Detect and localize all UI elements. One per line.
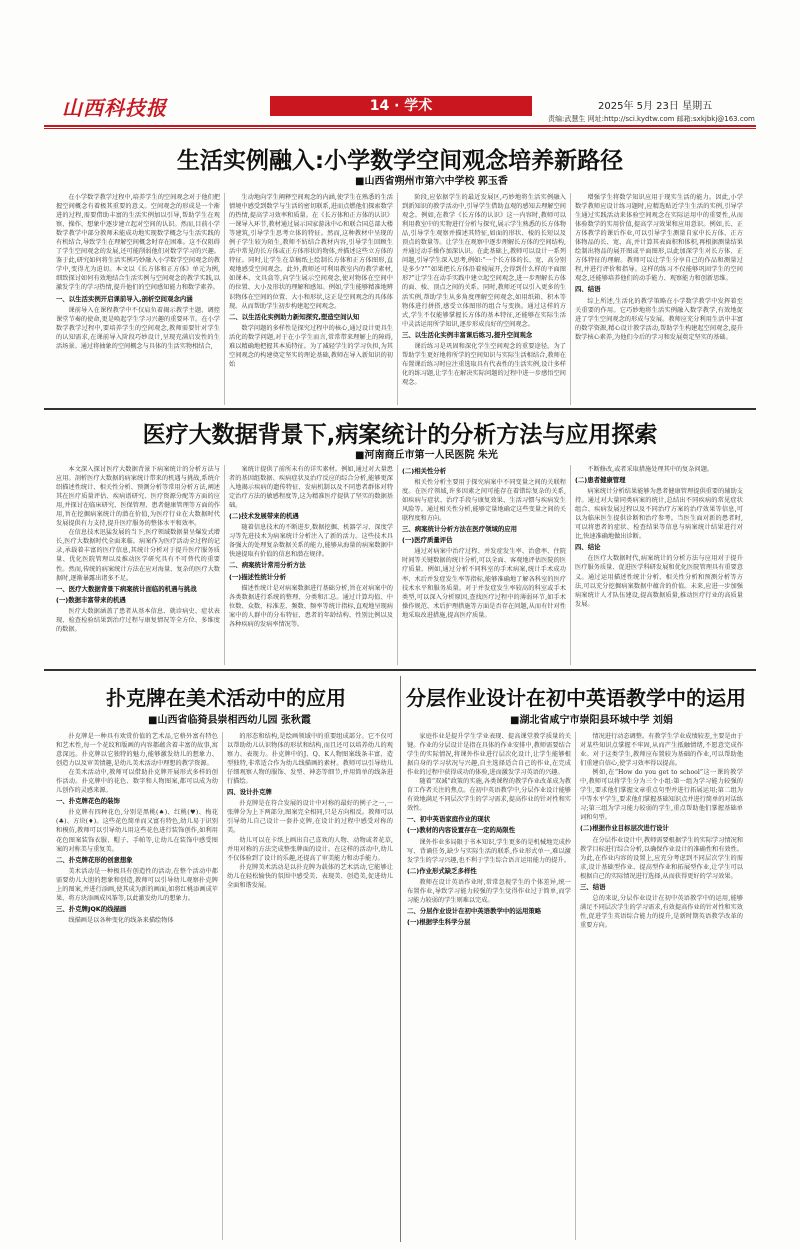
section-heading: (二)技术发展带来的机遇 — [229, 512, 299, 521]
article-1-byline: ■山西省朔州市第六中学校 郭玉香 — [355, 176, 508, 187]
column-divider — [397, 465, 398, 665]
section-divider — [44, 669, 756, 671]
body-paragraph: 医疗大数据涵盖了患者从基本信息、就诊病史、症状表现、检查检验结果到治疗过程与康复情况等全方位、多维度的数据。 — [56, 607, 220, 633]
column-divider — [397, 193, 398, 405]
body-paragraph: 本文深入探讨医疗大数据背景下病案统计的分析方法与应用。剖析医疗大数据的病案统计带来的机遇与挑战,系统介绍描述性统计、相关性分析、预测分析等常用分析方法,阐述其在医疗质量评估、疾病谱研究、医疗资源分配等方面的应用,并探讨在临床研究、医保管理、患者健康管理等方面的作用,旨在挖掘病案统计的潜在价值,为医疗行业在大数据时代发展提供有力支持,提升医疗服务的整体水平和效率。 — [56, 466, 220, 528]
article-2-column-2 — [229, 465, 393, 665]
body-paragraph: 随着信息技术的不断进步,数据挖掘、机器学习、深度学习等先进技术为病案统计分析注入了新的活力。这些技术具备强大的处理复杂数据关系的能力,能够从海量的病案数据中快速提取有价值的信息和潜在规律。 — [229, 524, 393, 559]
section-heading: 一、初中英语家庭作业的现状 — [407, 815, 491, 824]
issue-date: 2025年 5月 23日 星期五 — [598, 101, 713, 112]
body-paragraph: 在小学数学教学过程中,培养学生的空间观念对于他们把握空间概念有着极其重要的意义。空间观念的形成是一个渐进的过程,需要借助丰富的生活实例加以引导,帮助学生在观察、操作、想象中逐步建立起对空间的认识。然而,目前小学数学教学中部分教师未能成功地实现数学概念与生活实践的有机结合,导致学生在理解空间概念时存在困难。这不仅阻碍了学生空间观念的发展,还可能削弱他们对数学学习的兴趣。鉴于此,研究如何将生活实例巧妙融入小学数学空间观念的教学中,变得尤为迫切。本文以《长方体和正方体》单元为例,细致探讨如何有效地结合生活实例与空间观念的教学实践,以激发学生的学习热情,提升他们的空间感知能力和数学素养。 — [56, 194, 220, 292]
body-paragraph: 在分层作业设计中,教师需要根据学生的实际学习情况和教学目标进行综合分析,以确保作业设计的准确性和有效性。为此,在作业内容的设置上,应充分考虑到不同层次学生的需求,设计基础型作业、提高型作业和拓展型作业,让学生可以根据自己的实际情况进行选择,从而获得更好的学习效果。 — [580, 836, 743, 880]
article-2-byline: ■河南商丘市第一人民医院 朱光 — [355, 450, 498, 461]
body-paragraph: 扑克牌美术活动是以扑克牌为载体的艺术活动,它能够让幼儿在轻松愉快的氛围中感受美、表现美、创造美,促进幼儿全面和谐发展。 — [227, 863, 393, 889]
article-1-column-4 — [575, 193, 743, 405]
article-4-column-1 — [407, 732, 571, 1240]
body-paragraph: 总的来说,分层作业设计在初中英语教学中的运用,能够满足不同层次学生的学习需求,有效提高作业的针对性和实效性,促进学生英语综合能力的提升,是新时期英语教学改革的重要方向。 — [580, 894, 743, 929]
section-heading: 二、以生活化实例助力新知探究,塑造空间认知 — [229, 312, 360, 321]
body-paragraph: 教师在设计英语作业时,常常忽视学生的个体差异,统一布置作业,导致学习能力较强的学生觉得作业过于简单,而学习能力较弱的学生则难以完成。 — [407, 878, 571, 904]
article-4-column-2 — [580, 732, 743, 1240]
section-heading: 四、设计扑克牌 — [227, 788, 272, 797]
body-paragraph: 阶段,应依据学生的最近发展区,巧妙地将生活实例融入到新知识的教学活动中,引导学生借助直观的感知去理解空间观念。例如,在教学《长方体的认识》这一内容时,教师可以利用教室中的实物进行分析与探究,展示学生熟悉的长方体物品,引导学生观察并描述其特征,如面的形状、棱的长短以及顶点的数量等。让学生在观察中逐步理解长方体的空间结构,并通过动手操作加深认识。在此基础上,教师可以设计一系列问题,引导学生深入思考,例如:“一个长方体的长、宽、高分别是多少?”“如果把长方体沿着棱展开,会得到什么样的平面图形?”让学生在动手实践中建立起空间观念,进一步理解长方体的面、棱、顶点之间的关系。同时,教师还可以引入更多的生活实例,帮助学生从多角度理解空间观念,如用纸箱、积木等物体进行拼搭,感受立体图形的组合与变换。通过这样的方式,学生不仅能够掌握长方体的基本特征,还能够在实际生活中灵活运用所学知识,逐步形成良好的空间观念。 — [402, 194, 566, 328]
body-paragraph: 综上所述,生活化的教学策略在小学数学教学中发挥着至关重要的作用。它巧妙地将生活实例融入数学教学,有效地促进了学生空间观念的形成与发展。教师应充分利用生活中丰富的数学资源,精心设计教学活动,帮助学生构建起空间观念,提升数学核心素养,为他们今后的学习和发展奠定坚实的基础。 — [575, 297, 743, 341]
article-3-byline: ■山西省临猗县崇相西幼儿园 张秋霞 — [148, 715, 311, 726]
body-paragraph: 例如,在“How do you get to school”这一课的教学中,教师可以将学生分为三个小组:第一组为学习能力较强的学生,要求他们掌握文章重点句型并进行拓展运用;第二组为中等水平学生,要求他们掌握基础知识点并进行简单的对话练习;第三组为学习能力较弱的学生,重点帮助他们掌握基础单词和句型。 — [580, 769, 743, 822]
section-heading: (二)患者健康管理 — [575, 476, 626, 485]
section-heading: 三、以生活化实例丰富课后练习,提升空间观念 — [402, 330, 533, 339]
section-heading: 四、结论 — [575, 543, 601, 552]
newspaper-logo: 山西科技报 — [62, 96, 167, 120]
body-paragraph: 扑克牌有四种花色,分别是黑桃(♠)、红桃(♥)、梅花(♣)、方块(♦)。这些花色简单而又富有特色,幼儿易于识别和模仿,教师可以引导幼儿用这些花色进行装饰创作,如利用花色图案装饰衣服、帽子、手帕等,让幼儿在装饰中感受图案的对称美与重复美。 — [56, 809, 218, 853]
column-divider — [570, 465, 571, 665]
article-2-column-3 — [402, 465, 566, 665]
body-paragraph: 案统计提供了前所未有的详实素材。例如,通过对大量患者的基因组数据、疾病症状及治疗反应的综合分析,能够更深入地揭示疾病的遗传特征、发病机制以及不同患者群体对特定治疗方法的敏感程度等,这为精准医疗提供了坚实的数据基础。 — [229, 466, 393, 510]
body-paragraph: 随着“双减”政策的实施,各类课程的教学作业改革成为教育工作者关注的焦点。在初中英语教学中,分层作业设计能够有效地满足不同层次学生的学习需求,提高作业的针对性和实效性。 — [407, 778, 571, 813]
page-section-label: 14 · 学术 — [369, 98, 433, 114]
column-divider — [575, 732, 576, 1240]
body-paragraph: 在信息技术迅猛发展的当下,医疗领域数据量呈爆发式增长,医疗大数据时代全面来临。病案作为医疗活动全过程的记录,承载着丰富的医疗信息,其统计分析对于提升医疗服务质量、优化医院管理以及推动医学研究具有不可替代的重要性。然而,传统的病案统计方法在应对海量、复杂的医疗大数据时,逐渐暴露出诸多不足。 — [56, 529, 220, 582]
section-heading: 一、扑克牌花色的装饰 — [56, 797, 120, 806]
section-heading: (一)医疗质量评估 — [402, 536, 453, 545]
body-paragraph: 的形态和结构,是绘画领域中的重要组成部分。它不仅可以帮助幼儿认识物体的形状和结构,而且还可以培养幼儿的观察力、表现力。扑克牌中的J、Q、K人物图案线条丰富、造型独特,非常适合作为幼儿线描画的素材。教师可以引导幼儿仔细观察人物的服饰、发型、神态等细节,并用简单的线条进行描绘。 — [227, 733, 393, 786]
section-heading: (一)根据学生科学分层 — [407, 917, 471, 926]
column-divider — [224, 465, 225, 665]
body-paragraph: 通过对病案中治疗过程、并发症发生率、治愈率、住院时间等关键数据的统计分析,可以全面、客观地评估医院的医疗质量。例如,通过分析不同科室的手术病案,统计手术成功率、术后并发症发生率等指标,能够准确地了解各科室的医疗技术水平和服务质量。对于并发症发生率较高的科室或手术类型,可以深入分析原因,查找医疗过程中的薄弱环节,如手术操作规范、术后护理措施等方面是否存在问题,从而有针对性地采取改进措施,提高医疗质量。 — [402, 548, 566, 619]
section-heading: 一、医疗大数据背景下病案统计面临的机遇与挑战 — [56, 584, 197, 593]
section-heading: (一)数据丰富带来的机遇 — [56, 595, 126, 604]
body-paragraph: 家庭作业是提升学生学业表现、提高课堂教学质量的关键。作业的分层设计是指在具体的作业安排中,教师需要结合学生的实际情况,将课外作业进行层次化设计,让学生能够根据自身的学习状况与兴趣,自主选择适合自己的作业,在完成作业的过程中获得成功的体验,进而激发学习英语的兴趣。 — [407, 733, 571, 777]
column-divider — [570, 193, 571, 405]
section-heading: 二、病案统计常用分析方法 — [229, 561, 306, 570]
section-heading: (二)根据作业目标层次进行设计 — [580, 824, 669, 833]
column-divider — [222, 732, 223, 1240]
article-3-title: 扑克牌在美术活动中的应用 — [106, 686, 346, 710]
page-section-banner — [270, 96, 532, 116]
body-paragraph: 在医疗大数据时代,病案统计的分析方法与应用对于提升医疗服务质量、促进医学科研发展和优化医院管理具有重要意义。通过运用描述性统计分析、相关性分析和预测分析等方法,可以充分挖掘病案数据中蕴含的价值。未来,应进一步加强病案统计人才队伍建设,提高数据质量,推动医疗行业的高质量发展。 — [575, 555, 743, 608]
article-separator — [400, 676, 401, 1242]
body-paragraph: 扑克牌是在符合发展的设计中对称的最好的例子之一,一张牌分为上下两部分,图案完全相同,只是方向相反。教师可以引导幼儿自己设计一套扑克牌,在设计的过程中感受对称的美。 — [227, 800, 393, 835]
column-divider — [224, 193, 225, 405]
body-paragraph: 在美术活动中,教师可以借助扑克牌开展形式多样的创作活动。扑克牌中的花色、数字和人物图案,都可以成为幼儿创作的灵感来源。 — [56, 769, 218, 795]
body-paragraph: 线描画是以各种变化的线条来描绘物体 — [68, 916, 174, 924]
section-heading: 四、结语 — [575, 285, 601, 294]
section-heading: (一)教材的内容设置存在一定的局限性 — [407, 826, 516, 835]
section-heading: 一、以生活实例开启课前导入,剖析空间观念内涵 — [56, 294, 193, 303]
body-paragraph: 幼儿可以在卡纸上画出自己喜欢的人物、动物或者花草,并用对称的方法完成整张牌面的设计。在这样的活动中,幼儿不仅体验到了设计的乐趣,还提高了审美能力和动手能力。 — [227, 836, 393, 862]
body-paragraph: 增强学生将数学知识应用于现实生活的能力。因此,小学数学教师应设计练习题时,应精选贴近学生生活的实例,引导学生通过实践活动来体验空间观念在实际运用中的重要性,从而体验数学的实用价值,提高学习效果和应用意识。例如,长、正方体教学的课后作业,可以引导学生测量自家中长方体、正方体物品的长、宽、高,并计算其表面积和体积,再根据测量结果绘制出物品的展开图或平面图形,以此加深学生对长方体、正方体特征的理解。教师可以让学生分享自己的作品和测量过程,并进行评价和指导。这样的练习不仅能够巩固学生的空间观念,还能够培养他们的动手能力、观察能力和创新思维。 — [575, 194, 743, 283]
body-paragraph: 不断修改,或者采取措施处理其中的复杂问题。 — [587, 466, 714, 473]
section-heading: (二)相关性分析 — [402, 467, 447, 475]
article-1-title: 生活实例融入:小学数学空间观念培养新路径 — [176, 148, 624, 174]
section-heading: 三、病案统计分析方法在医疗领域的应用 — [402, 525, 518, 534]
article-4-title: 分层作业设计在初中英语教学中的运用 — [406, 686, 746, 710]
editor-info: 责编:武慧生 网址:http://sci.kydtw.com 邮箱:sxkjbkj@163.com — [548, 115, 755, 123]
body-paragraph: 情况进行动态调整。有教学生学业成绩较差,主要是由于对某些知识点掌握不牢固,从而产生抵触情绪,不愿意完成作业。对于这类学生,教师应布置较为基础的作业,可以帮助他们重建自信心,使学习效率得以提高。 — [580, 733, 743, 768]
body-paragraph: 相关性分析主要用于探究病案中不同变量之间的关联程度。在医疗领域,许多因素之间可能存在着错综复杂的关系,如疾病与症状、治疗手段与康复效果、生活习惯与疾病发生风险等。通过相关性分析,能够定量地确定这些变量之间的关联程度和方向。 — [402, 479, 566, 523]
article-2-column-4 — [575, 465, 743, 665]
body-paragraph: 美术活动是一种极具有创造性的活动,在整个活动中都需要幼儿大胆的想象和创造,教师可以引导幼儿观察扑克牌上的图案,并进行添画,使其成为新的画面,如将红桃添画成苹果、将方块添画成风筝等,以此激发幼儿的想象力。 — [56, 867, 218, 902]
article-1-column-3 — [402, 193, 566, 405]
article-1-column-1 — [56, 193, 220, 405]
section-heading: 二、分层作业设计在初中英语教学中的运用策略 — [407, 906, 542, 915]
article-2-title: 医疗大数据背景下,病案统计的分析方法与应用探索 — [142, 422, 658, 448]
article-1-column-2 — [229, 193, 393, 405]
body-paragraph: 生动地向学生阐释空间观念的内涵,使学生在熟悉的生活情境中感受到数学与生活的密切联系,进而点燃他们探索数学的热情,提高学习效率和质量。在《长方体和正方体的认识》一课导入环节,教材通过展示国家游泳中心和联合国总部大楼等建筑,引导学生思考立体的特征。然而,这种教材中呈现的例子学生较为陌生,教师不妨结合教材内容,引导学生回顾生活中常见的长方体或正方体形状的物体,并描述这些立方体的特征。同时,让学生在草稿纸上绘制长方体和正方体图形,直观地感受空间观念。此外,教师还可利用教室内的教学素材,如课本、文具盒等,向学生展示空间观念,使对物体在空间中的位置、大小及形状的理解和感知。例如,学生能够精准地辨识物体在空间的位置、大小和形状,这正是空间观念的具体体现。从而帮助学生初步构建起空间观念。 — [229, 194, 393, 310]
masthead-rule-thin — [44, 128, 756, 129]
body-paragraph: 扑克牌是一种具有欢赏价值的艺术品,它格外富有特色和艺术性,每一个花纹和版画的内容都蕴含着丰富的故事,寓意深远。扑克牌以它独特的魅力,能够激发幼儿的想象力、创造力以及审美情趣,是幼儿美术活动中理想的教学资源。 — [56, 733, 218, 768]
article-3-column-2 — [227, 732, 393, 1240]
masthead-rule — [44, 125, 756, 127]
section-heading: 三、结语 — [580, 882, 606, 891]
body-paragraph: 数学问题的多样性是探究过程中的核心,通过设计更具生活化的数学问题,对于在小学生而言,常常带来理解上的障碍,难以精确地把握其本质特征。为了减轻学生的学习负担,为其空间观念的构建奠定坚实的理论基础,教师在导入新知识的初始 — [229, 324, 393, 368]
article-2-column-1 — [56, 465, 220, 665]
body-paragraph: 病案统计分析结果能够为患者健康管理提供重要的辅助支持。通过对大量同类病案的统计,总结出不同疾病的常见症状组合、疾病发展过程以及不同治疗方案的治疗效果等信息,可以为临床医生提供诊断和治疗参考。当医生面对新的患者时,可以将患者的症状、检查结果等信息与病案统计结果进行对比,快速准确地做出诊断。 — [575, 488, 743, 541]
article-3-column-1 — [56, 732, 218, 1240]
section-heading: 二、扑克牌花形的创意想象 — [56, 855, 133, 864]
body-paragraph: 课后练习是巩固和深化学生空间观念的重要途径。为了帮助学生更好地将所学的空间知识与实际生活相结合,教师在布置课后练习时应注重选取具有代表性的生活实例,设计多样化的练习题,让学生在解决实际问题的过程中进一步感悟空间观念。 — [402, 342, 566, 386]
section-divider — [44, 408, 756, 410]
body-paragraph: 课外作业多局限于书本知识,学生更多的是机械地完成抄写、背诵任务,缺少与实际生活的联系,作业形式单一,难以激发学生的学习兴趣,也不利于学生综合语言运用能力的提升。 — [407, 838, 571, 864]
body-paragraph: 课前导入在课程教学中不仅肩负着揭示教学主题、调控课堂节奏的使命,更是唤起学生学习兴趣的重要环节。在小学数学教学过程中,要培养学生的空间观念,教师需要针对学生的认知需求,在课前导入阶段巧妙设计,呈现充满启发性的生活场景。通过将抽象的空间概念与具体的生活实物相结合, — [56, 306, 220, 350]
section-heading: 三、扑克牌JQK的线描画 — [56, 904, 127, 913]
body-paragraph: 描述性统计是对病案数据进行基础分析,旨在对病案中的各类数据进行系统的整理、分类和汇总。通过计算均值、中位数、众数、标准差、频数、频率等统计指标,直观地呈现病案中的人群中的分布特征、患者的年龄结构、性别比例以及各种疾病的发病率情况等。 — [229, 584, 393, 628]
section-heading: (二)作业形式缺乏多样性 — [407, 866, 477, 875]
article-4-byline: ■湖北省咸宁市崇阳县环城中学 刘娟 — [510, 715, 673, 726]
section-heading: (一)描述性统计分析 — [229, 572, 286, 581]
